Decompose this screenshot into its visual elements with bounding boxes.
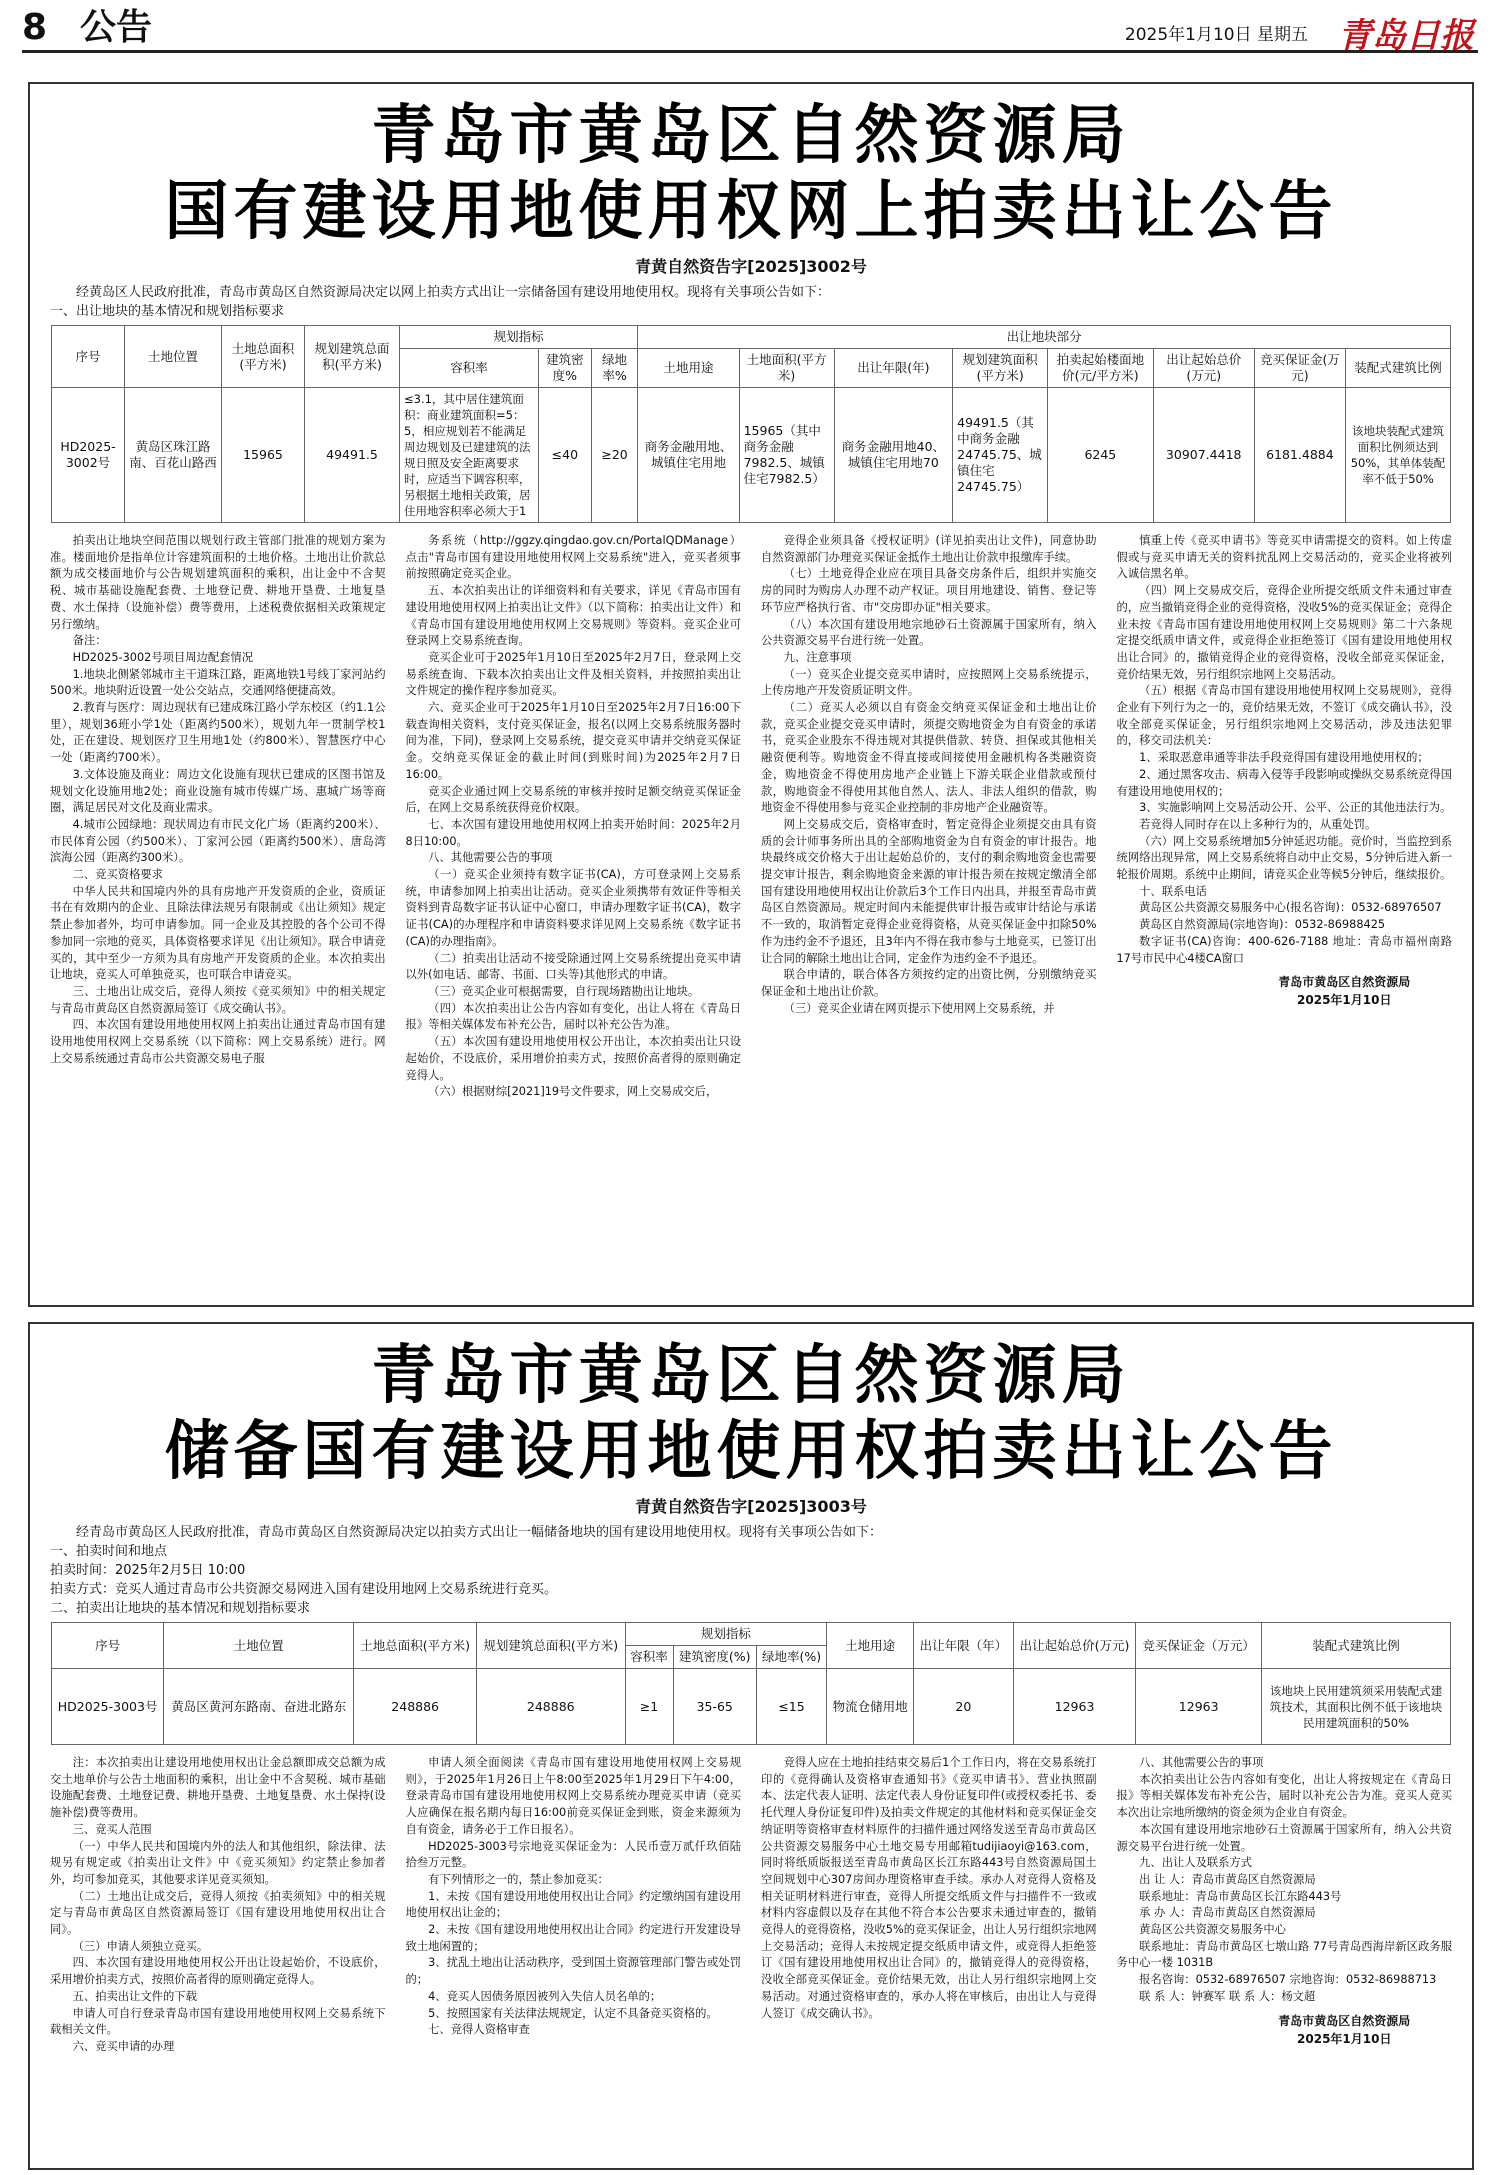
cell-use: 商务金融用地、城镇住宅用地: [638, 388, 739, 523]
paragraph: 3、实施影响网上交易活动公开、公平、公正的其他违法行为。: [1139, 801, 1452, 815]
th-far: 容积率: [625, 1646, 673, 1669]
paragraph: 注：本次拍卖出让建设用地使用权出让金总额即成交总额为成交土地单价与公告土地面积的乘积，出让金中不含契税、城市基础设施配套费、土地登记费、耕地开垦费、土地复垦费、水土保持(设施补偿)费等费用。: [50, 1756, 386, 1820]
cell-no: HD2025-3002号: [52, 388, 125, 523]
cell-green: ≤15: [756, 1669, 826, 1745]
paragraph: 九、出让人及联系方式: [1139, 1856, 1253, 1870]
signature-date: 2025年1月10日: [1297, 993, 1392, 1008]
newspaper-logo: 青岛日报: [1338, 16, 1474, 56]
section-name: 公告: [80, 7, 153, 48]
body-column-2: [406, 1755, 742, 2065]
paragraph: （四）网上交易成交后，竞得企业所提交纸质文件未通过审查的，应当撤销竞得企业的竞得资格，没收5%的竞买保证金；竞得企业未按《青岛市国有建设用地使用权网上交易规则》第二十六条规定提交纸质申请文件，或竞得企业拒绝签订《国有建设用地使用权出让合同》的，撤销竞得企业的竞得资格，没收全部竞买保证金，竞价结果无效，另行组织宗地网上交易活动。: [1116, 584, 1452, 681]
paragraph: 八、其他需要公告的事项: [1139, 1756, 1264, 1769]
intro-line: 拍卖时间：2025年2月5日 10:00: [50, 1563, 246, 1578]
paragraph: 本次拍卖出让公告内容如有变化，出让人将按规定在《青岛日报》等相关媒体发布补充公告，届时以补充公告为准。竞买人竞买本次出让宗地所缴纳的资金须为企业自有资金。: [1116, 1772, 1452, 1820]
cell-deposit: 12963: [1136, 1669, 1262, 1745]
paragraph: （二）拍卖出让活动不接受除通过网上交易系统提出竞买申请以外(如电话、邮寄、书面、口头等)其他形式的申请。: [405, 951, 741, 982]
cell-loc: 黄岛区珠江路南、百花山路西: [125, 388, 222, 523]
th-deposit: 竞买保证金（万元）: [1136, 1623, 1262, 1669]
th-density: 建筑密度(%): [673, 1646, 756, 1669]
notice1-signature: [1237, 973, 1453, 1009]
notice1-doc-number: 青黄自然资告字[2025]3002号: [635, 257, 867, 276]
paragraph: （一）竞买企业提交竞买申请时，应按照网上交易系统提示，上传房地产开发资质证明文件。: [761, 667, 1097, 698]
th-start: 出让起始总价(万元): [1013, 1623, 1136, 1669]
cell-far: ≥1: [625, 1669, 673, 1745]
cell-density: ≤40: [539, 388, 592, 523]
body-column-3: [761, 533, 1097, 1123]
th-pbld: 规划建筑面积(平方米): [953, 349, 1048, 388]
signature-date: 2025年1月10日: [1297, 2031, 1392, 2046]
paragraph: （五）根据《青岛市国有建设用地使用权网上交易规则》，竞得企业有下列行为之一的，竞价结果无效，不签订《成交确认书》，没收全部竞买保证金，另行组织宗地网上交易活动，涉及违法犯罪的，移交司法机关：: [1116, 684, 1452, 748]
th-area: 土地总面积(平方米): [222, 326, 305, 388]
paragraph: 十、联系电话: [1139, 884, 1207, 898]
paragraph: （三）申请人须独立竞买。: [72, 1939, 209, 1953]
cell-deposit: 6181.4884: [1254, 388, 1345, 523]
th-assembly: 装配式建筑比例: [1346, 349, 1451, 388]
cell-years: 商务金融用地40、城镇住宅用地70: [834, 388, 953, 523]
th-assembly: 装配式建筑比例: [1262, 1623, 1451, 1669]
paragraph: 拍卖出让地块空间范围以规划行政主管部门批准的规划方案为准。楼面地价是指单位计容建筑面积的土地价格。土地出让价款总额为成交楼面地价与公告规划建筑面积的乘积，出让金中不含契税、城市基础设施配套费、土地登记费、耕地开垦费、土地复垦费、水土保持（设施补偿）费等费用，上述税费依据相关政策规定另行缴纳。: [50, 534, 386, 631]
paragraph: 四、本次国有建设用地使用权网上拍卖出让通过青岛市国有建设用地使用权网上交易系统（以下简称：网上交易系统）进行。网上交易系统通过青岛市公共资源交易电子服: [50, 1018, 386, 1065]
paragraph: 六、竞买企业可于2025年1月10日至2025年2月7日16:00下载查询相关资料，支付竞买保证金，报名(以网上交易系统服务器时间为准，下同)，登录网上交易系统，提交竞买申请并交纳竞买保证金。交纳竞买保证金的截止时间(到账时间)为2025年2月7日16:00。: [405, 701, 741, 781]
paragraph: 慎重上传《竞买申请书》等竞买申请需提交的资料。如上传虚假或与竞买申请无关的资料扰乱网上交易活动的，竞买企业将被列入诚信黑名单。: [1116, 534, 1452, 581]
th-green: 绿地率%: [591, 349, 638, 388]
paragraph: 七、竞得人资格审查: [428, 2023, 530, 2037]
paragraph: 八、其他需要公告的事项: [428, 851, 553, 865]
th-green: 绿地率(%): [756, 1646, 826, 1669]
cell-green: ≥20: [591, 388, 638, 523]
signature-org: 青岛市黄岛区自然资源局: [1278, 975, 1411, 990]
th-use: 土地用途: [638, 349, 739, 388]
paragraph: 黄岛区公共资源交易服务中心(报名咨询)：0532-68976507: [1139, 901, 1442, 915]
notice2-doc-number: 青黄自然资告字[2025]3003号: [635, 1497, 867, 1516]
cell-no: HD2025-3003号: [52, 1669, 164, 1745]
th-deposit: 竞买保证金(万元): [1254, 349, 1345, 388]
section-heading: 一、出让地块的基本情况和规划指标要求: [50, 304, 285, 319]
paragraph: 竞买企业通过网上交易系统的审核并按时足额交纳竞买保证金后，在网上交易系统获得竞价权限。: [405, 784, 741, 815]
paragraph: 2、通过黑客攻击、病毒入侵等手段影响或操纵交易系统竞得国有建设用地使用权的；: [1116, 767, 1452, 798]
cell-bld: 248886: [477, 1669, 626, 1745]
paragraph: 中华人民共和国境内外的具有房地产开发资质的企业，资质证书在有效期内的企业、且除法律法规另有限制或《出让须知》规定禁止参加者外，均可申请参加。同一企业及其控股的各个公司不得参加同一宗地的竞买，具体资格要求详见《出让须知》。联合申请竞买的，其中至少一方须为具有房地产开发资质的企业。本次拍卖出让地块，竞买人可单独竞买，也可联合申请竞买。: [50, 884, 386, 982]
paragraph: 备注：: [72, 634, 107, 648]
paragraph: 三、土地出让成交后，竞得人须按《竞买须知》中的相关规定与青岛市黄岛区自然资源局签订《成交确认书》。: [50, 984, 386, 1015]
notice1-title-line1: 青岛市黄岛区自然资源局: [371, 99, 1131, 173]
paragraph: 竞得人应在土地拍挂结束交易后1个工作日内，将在交易系统打印的《竞得确认及资格审查通知书》《竞买申请书》、营业执照副本、法定代表人证明、法定代表人身份证复印件(或授权委托书、委托代理人身份证复印件)及拍卖文件规定的其他材料和竞买保证金交纳证明等资格审查材料原件的扫描件通过网络发送至青岛市黄岛区公共资源交易服务中心土地交易专用邮箱tudijiaoyi@163.com，同时将纸质版报送至青岛市黄岛区长江东路443号自然资源局国土空间规划中心307房间办理资格审查手续。承办人对竞得人资格及相关证明材料进行审查，竞得人所提交纸质文件与扫描件不一致或材料内容虚假以及存在其他不符合本公告要求未通过审查的，撤销竞得人的竞得资格，没收5%的竞买保证金，出让人另行组织宗地网上交易活动；竞得人未按规定提交纸质申请文件，或竞得人拒绝签订《国有建设用地使用权出让合同》的，撤销竞得人的竞得资格，没收全部竞买保证金。竞价结果无效，出让人另行组织宗地网上交易活动。对通过资格审查的，承办人将在审核后，由出让人与竞得人签订《成交确认书》。: [761, 1756, 1097, 2020]
paragraph: 2、未按《国有建设用地使用权出让合同》约定进行开发建设导致土地闲置的；: [405, 1923, 741, 1953]
cell-bld: 49491.5: [305, 388, 400, 523]
paragraph: 五、本次拍卖出让的详细资料和有关要求，详见《青岛市国有建设用地使用权网上拍卖出让文件》（以下简称：拍卖出让文件）和《青岛市国有建设用地使用权网上交易规则》等资料。竞买企业可登录网上交易系统查询。: [405, 584, 741, 648]
th-loc: 土地位置: [164, 1623, 354, 1669]
body-column-2: [406, 533, 742, 1123]
th-loc: 土地位置: [125, 326, 222, 388]
paragraph: （二）竞买人必须以自有资金交纳竞买保证金和土地出让价款，竞买企业提交竞买申请时，须提交购地资金为自有资金的承诺书，竞买企业股东不得违规对其提供借款、转贷、担保或其他相关融资便利等。购地资金不得直接或间接使用金融机构各类融资资金，购地资金不得使用房地产企业链上下游关联企业借款或预付款，购地资金不得使用其他自然人、法人、非法人组织的借款，购地资金不得使用参与竞买企业控制的非房地产企业融资等。: [761, 701, 1097, 815]
paragraph: 出 让 人：青岛市黄岛区自然资源局: [1139, 1872, 1316, 1886]
paragraph: 七、本次国有建设用地使用权网上拍卖开始时间：2025年2月8日10:00。: [405, 817, 741, 848]
page-number: 8: [22, 7, 48, 48]
th-use: 土地用途: [827, 1623, 914, 1669]
cell-far: ≤3.1，其中居住建筑面积：商业建筑面积=5：5，相应规划若不能满足周边规划及已建建筑的法规日照及安全距离要求时，应适当下调容积率，另根据土地相关政策，居住用地容积率必须大于1: [400, 388, 539, 523]
body-column-1: [50, 1755, 386, 2065]
intro-line: 经青岛市黄岛区人民政府批准，青岛市黄岛区自然资源局决定以拍卖方式出让一幅储备地块的国有建设用地使用权。现将有关事项公告如下：: [76, 1525, 883, 1540]
paragraph: 三、竞买人范围: [72, 1822, 152, 1836]
paragraph: 申请人须全面阅读《青岛市国有建设用地使用权网上交易规则》，于2025年1月26日上午8:00至2025年1月29日下午4:00，登录青岛市国有建设用地使用权网上交易系统办理竞买申请（竞买人应确保在报名期内每日16:00前竞买保证金到账，资金来源须为自有资金，请务必于工作日报名）。: [405, 1756, 741, 1836]
th-bld: 规划建筑总面积(平方米): [305, 326, 400, 388]
cell-area: 248886: [354, 1669, 477, 1745]
paragraph: 黄岛区公共资源交易服务中心: [1139, 1923, 1286, 1937]
th-plan: 规划指标: [400, 326, 638, 349]
paragraph: HD2025-3003号宗地竞买保证金为：人民币壹万贰仟玖佰陆拾叁万元整。: [405, 1839, 741, 1870]
notice2-intro: [30, 1523, 1472, 1618]
paragraph: 竞得企业须具备《授权证明》(详见拍卖出让文件)，同意协助自然资源部门办理竞买保证金抵作土地出让价款申报缴库手续。: [761, 534, 1097, 564]
notice2-title-line1: 青岛市黄岛区自然资源局: [371, 1339, 1131, 1413]
cell-pbld: 49491.5（其中商务金融24745.75、城镇住宅24745.75）: [953, 388, 1048, 523]
paragraph: （五）本次国有建设用地使用权公开出让，本次拍卖出让只设起始价，不设底价，采用增价拍卖方式，按照价高者得的原则确定竞得人。: [405, 1035, 741, 1082]
paragraph: 本次国有建设用地宗地砂石土资源属于国家所有，纳入公共资源交易平台进行统一处置。: [1116, 1822, 1452, 1853]
paragraph: 联合申请的，联合体各方须按约定的出资比例，分别缴纳竞买保证金和土地出让价款。: [761, 968, 1097, 998]
cell-area: 15965: [222, 388, 305, 523]
paragraph: 联 系 人：钟赛军 联 系 人：杨文超: [1139, 1989, 1316, 2003]
paragraph: 六、竞买申请的办理: [72, 2039, 175, 2053]
table-row: [52, 1669, 1451, 1745]
cell-years: 20: [914, 1669, 1014, 1745]
notice-3003: [28, 1322, 1474, 2170]
cell-start: 30907.4418: [1153, 388, 1254, 523]
paragraph: 黄岛区自然资源局(宗地咨询)：0532-86988425: [1139, 918, 1386, 932]
paragraph: 四、本次国有建设用地使用权公开出让设起始价，不设底价，采用增价拍卖方式，按照价高者得的原则确定竞得人。: [50, 1956, 386, 1987]
paragraph: （八）本次国有建设用地宗地砂石土资源属于国家所有，纳入公共资源交易平台进行统一处置。: [761, 617, 1097, 648]
paragraph: 网上交易成交后，资格审查时，暂定竞得企业须提交由具有资质的会计师事务所出具的全部购地资金为自有资金的审计报告。地块最终成交价格大于出让起始总价的，支付的剩余购地资金也需要提交审计报告，剩余购地资金来源的审计报告须在按规定缴清全部国有建设用地使用权出让价款后3个工作日内出具，并报至青岛市黄岛区自然资源局。规定时间内未能提供审计报告或审计结论与承诺不一致的，取消暂定竞得企业竞得资格，从竞买保证金中扣除50%作为违约金不予退还，且3年内不得在我市参与土地竞买，已签订出让合同的解除土地出让合同，定金作为违约金不予退还。: [761, 817, 1097, 965]
th-start: 出让起始总价(万元): [1153, 349, 1254, 388]
paragraph: 承 办 人：青岛市黄岛区自然资源局: [1139, 1906, 1316, 1920]
th-area: 土地总面积(平方米): [354, 1623, 477, 1669]
page-header: [22, 6, 1478, 56]
body-column-4: [1117, 533, 1453, 1123]
paragraph: 3、扰乱土地出让活动秩序，受到国土资源管理部门警告或处罚的；: [405, 1956, 741, 1987]
cell-density: 35-65: [673, 1669, 756, 1745]
land-table-3002: [51, 325, 1451, 523]
paragraph: 5、按照国家有关法律法规规定，认定不具备竞买资格的。: [428, 2006, 718, 2020]
notice2-body: [30, 1745, 1472, 2065]
cell-loc: 黄岛区黄河东路南、奋进北路东: [164, 1669, 354, 1745]
th-no: 序号: [52, 1623, 164, 1669]
th-floor: 拍卖起始楼面地价(元/平方米): [1048, 349, 1153, 388]
paragraph: 有下列情形之一的，禁止参加竞买：: [428, 1872, 609, 1886]
table-row: [52, 388, 1451, 523]
notice1-title-line2: 国有建设用地使用权网上拍卖出让公告: [164, 175, 1338, 249]
th-no: 序号: [52, 326, 125, 388]
paragraph: 五、拍卖出让文件的下载: [72, 1989, 197, 2003]
notice2-title-line2: 储备国有建设用地使用权拍卖出让公告: [164, 1415, 1338, 1489]
paragraph: 2.教育与医疗：周边现状有已建成珠江路小学东校区（约1.1公里），规划36班小学1处（距离约500米），规划九年一贯制学校1处，正在建设、规划医疗卫生用地1处（约800米）、智慧医疗中心一处（距离约700米）。: [50, 701, 386, 765]
th-density: 建筑密度%: [539, 349, 592, 388]
signature-org: 青岛市黄岛区自然资源局: [1278, 2013, 1411, 2028]
paragraph: （四）本次拍卖出让公告内容如有变化，出让人将在《青岛日报》等相关媒体发布补充公告，届时以补充公告为准。: [405, 1001, 741, 1032]
paragraph: （一）中华人民共和国境内外的法人和其他组织，除法律、法规另有规定或《拍卖出让文件》中《竞买须知》约定禁止参加者外，均可参加竞买，其他要求详见竞买须知。: [50, 1839, 386, 1886]
intro-line: 拍卖方式：竞买人通过青岛市公共资源交易网进入国有建设用地网上交易系统进行竞买。: [50, 1582, 558, 1597]
th-plan: 规划指标: [625, 1623, 827, 1646]
notice2-signature: [1237, 2012, 1453, 2048]
paragraph: 申请人可自行登录青岛市国有建设用地使用权网上交易系统下载相关文件。: [50, 2006, 386, 2037]
cell-assembly: 该地块装配式建筑面积比例须达到50%，其单体装配率不低于50%: [1346, 388, 1451, 523]
paragraph: （二）土地出让成交后，竞得人须按《拍卖须知》中的相关规定与青岛市黄岛区自然资源局签订《国有建设用地使用权出让合同》。: [50, 1889, 386, 1937]
cell-floor: 6245: [1048, 388, 1153, 523]
paragraph: 1、未按《国有建设用地使用权出让合同》约定缴纳国有建设用地使用权出让金的；: [405, 1889, 741, 1920]
paragraph: （三）竞买企业可根据需要，自行现场踏勘出让地块。: [428, 984, 700, 998]
intro-line: 一、拍卖时间和地点: [50, 1544, 168, 1559]
paragraph: 竞买企业可于2025年1月10日至2025年2月7日，登录网上交易系统查询、下载本次拍卖出让文件及相关资料，并按照拍卖出让文件规定的操作程序参加竞买。: [405, 650, 741, 698]
paragraph: （一）竞买企业须持有数字证书(CA)，方可登录网上交易系统，申请参加网上拍卖出让活动。竞买企业须携带有效证件等相关资料到青岛数字证书认证中心窗口，申请办理数字证书(CA)，数字证书(CA)的办理程序和申请资料要求详见网上交易系统《数字证书(CA)的办理指南》。: [405, 868, 741, 948]
cell-parea: 15965（其中商务金融7982.5、城镇住宅7982.5）: [739, 388, 834, 523]
paragraph: 联系地址：青岛市黄岛区七墩山路 77号青岛西海岸新区政务服务中心一楼 1031B: [1116, 1939, 1452, 1970]
body-column-4: [1117, 1755, 1453, 2065]
paragraph: （六）网上交易系统增加5分钟延迟功能。竞价时，当监控到系统网络出现异常，网上交易系统将自动中止交易，5分钟后进入新一轮报价周期。系统中止期间，请竞买企业等候5分钟后，继续报价。: [1116, 834, 1452, 882]
notice1-intro: [30, 283, 1472, 321]
th-years: 出让年限（年）: [914, 1623, 1014, 1669]
paragraph: （七）土地竞得企业应在项目具备交房条件后，组织并实施交房的同时为购房人办理不动产权证。项目用地建设、销售、登记等环节应严格执行省、市"交房即办证"相关要求。: [761, 567, 1097, 614]
paragraph: 数字证书(CA)咨询：400-626-7188 地址：青岛市福州南路17号市民中心4楼CA窗口: [1116, 934, 1452, 965]
th-parea: 土地面积(平方米): [739, 349, 834, 388]
paragraph: 二、竞买资格要求: [72, 868, 163, 882]
body-column-1: [50, 533, 386, 1123]
th-bld: 规划建筑总面积(平方米): [477, 1623, 626, 1669]
paragraph: 1、采取恶意串通等非法手段竞得国有建设用地使用权的；: [1139, 751, 1429, 765]
paragraph: 报名咨询：0532-68976507 宗地咨询：0532-86988713: [1139, 1973, 1437, 1987]
body-column-3: [761, 1755, 1097, 2065]
paragraph: 联系地址：青岛市黄岛区长江东路443号: [1139, 1889, 1342, 1903]
land-table-3003: [51, 1622, 1451, 1745]
intro-line: 二、拍卖出让地块的基本情况和规划指标要求: [50, 1601, 311, 1616]
th-far: 容积率: [400, 349, 539, 388]
paragraph: 3.文体设施及商业：周边文化设施有现状已建成的区图书馆及规划文化设施用地2处；商业设施有城市传媒广场、惠城广场等商圈，满足居民对文化及商业需求。: [50, 767, 386, 815]
paragraph: HD2025-3002号项目周边配套情况: [72, 650, 254, 664]
notice-3002: [28, 82, 1474, 1307]
column-4-text: [1117, 533, 1453, 967]
paragraph: 务系统（http://ggzy.qingdao.gov.cn/PortalQDManage）点击"青岛市国有建设用地使用权网上交易系统"进入，竞买者须事前按照确定竞买企业。: [405, 534, 741, 581]
paragraph: 4、竞买人因债务原因被列入失信人员名单的；: [428, 1989, 662, 2003]
th-years: 出让年限(年): [834, 349, 953, 388]
paragraph: 1.地块北侧紧邻城市主干道珠江路，距离地铁1号线丁家河站约500米。地块附近设置一处公交站点，交通网络便捷高效。: [50, 667, 386, 698]
paragraph: （三）竞买企业请在网页提示下使用网上交易系统，并: [783, 1001, 1055, 1015]
issue-date: 2025年1月10日 星期五: [1124, 25, 1308, 45]
paragraph: （六）根据财综[2021]19号文件要求，网上交易成交后，: [428, 1085, 718, 1099]
th-part: 出让地块部分: [638, 326, 1451, 349]
notice1-body: [30, 523, 1472, 1123]
cell-use: 物流仓储用地: [827, 1669, 914, 1745]
paragraph: 九、注意事项: [783, 650, 852, 664]
intro-text: 经黄岛区人民政府批准，青岛市黄岛区自然资源局决定以网上拍卖方式出让一宗储备国有建设用地使用权。现将有关事项公告如下：: [76, 285, 831, 300]
paragraph: 4.城市公园绿地：现状周边有市民文化广场（距离约200米）、市民体育公园（约500米）、丁家河公园（距离约500米）、唐岛湾滨海公园（距离约300米）。: [50, 817, 386, 865]
paragraph: 若竞得人同时存在以上多种行为的，从重处罚。: [1139, 817, 1377, 831]
cell-assembly: 该地块上民用建筑须采用装配式建筑技术，其面积比例不低于该地块民用建筑面积的50%: [1262, 1669, 1451, 1745]
column-4-text: [1117, 1755, 1453, 2006]
cell-start: 12963: [1013, 1669, 1136, 1745]
